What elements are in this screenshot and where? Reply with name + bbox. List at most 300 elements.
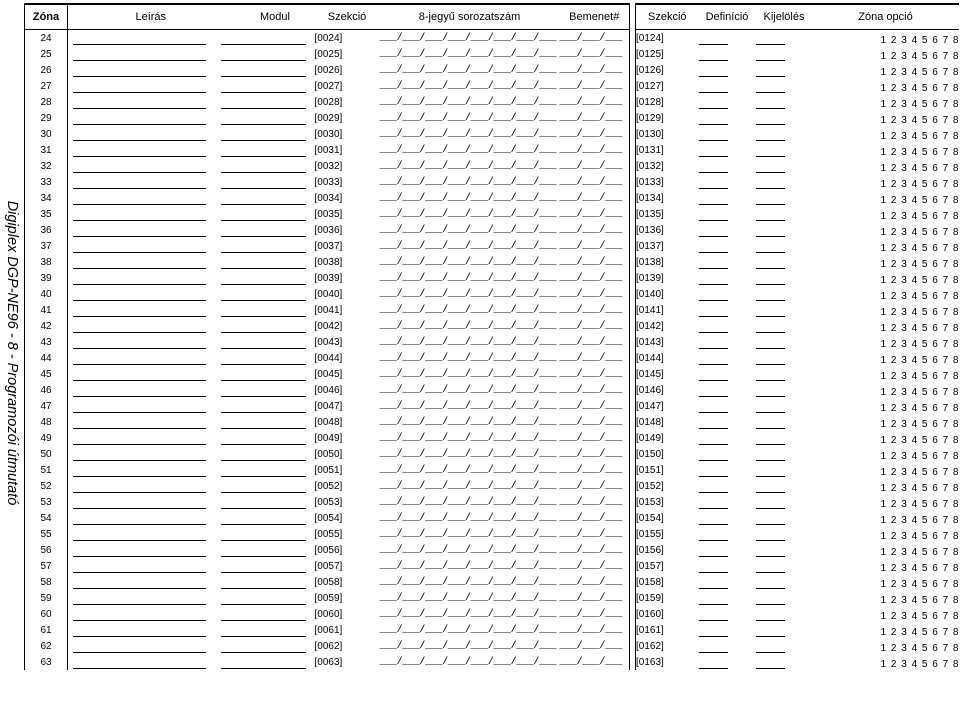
definition-field[interactable]	[699, 414, 756, 430]
zone-number: 30	[25, 126, 68, 142]
serial-number-field[interactable]: ___/___/___/___/___/___/___/___	[379, 368, 557, 380]
assignment-field[interactable]	[756, 222, 813, 238]
serial-number-field[interactable]: ___/___/___/___/___/___/___/___	[379, 112, 557, 124]
serial-number-field[interactable]: ___/___/___/___/___/___/___/___	[379, 336, 557, 348]
description-field[interactable]	[68, 590, 216, 606]
section-code-2: [0163]	[636, 654, 699, 670]
assignment-field[interactable]	[756, 334, 813, 350]
zone-option-numbers[interactable]: 1 2 3 4 5 6 7 8	[880, 339, 959, 350]
module-field[interactable]	[216, 222, 315, 238]
input-number-field[interactable]: ___/___/___	[560, 302, 630, 318]
description-blank-line	[73, 656, 206, 669]
zone-option-numbers[interactable]: 1 2 3 4 5 6 7 8	[880, 195, 959, 206]
zone-option-numbers[interactable]: 1 2 3 4 5 6 7 8	[880, 595, 959, 606]
serial-number-field[interactable]: ___/___/___/___/___/___/___/___	[379, 416, 557, 428]
description-field[interactable]	[68, 110, 216, 126]
assignment-field[interactable]	[756, 622, 813, 638]
input-number-field[interactable]: ___/___/___	[560, 142, 630, 158]
serial-number-field[interactable]: ___/___/___/___/___/___/___/___	[379, 640, 557, 652]
zone-option-numbers[interactable]: 1 2 3 4 5 6 7 8	[880, 467, 959, 478]
assignment-field[interactable]	[756, 302, 813, 318]
assignment-field[interactable]	[756, 126, 813, 142]
description-field[interactable]	[68, 350, 216, 366]
module-field[interactable]	[216, 398, 315, 414]
input-number-field[interactable]: ___/___/___	[560, 286, 630, 302]
definition-field[interactable]	[699, 430, 756, 446]
definition-field[interactable]	[699, 334, 756, 350]
definition-field[interactable]	[699, 638, 756, 654]
zone-option-numbers[interactable]: 1 2 3 4 5 6 7 8	[880, 483, 959, 494]
input-number-field[interactable]: ___/___/___	[560, 606, 630, 622]
input-number-field[interactable]: ___/___/___	[560, 318, 630, 334]
description-blank-line	[73, 336, 206, 349]
serial-number-field[interactable]: ___/___/___/___/___/___/___/___	[379, 496, 557, 508]
serial-number-field[interactable]: ___/___/___/___/___/___/___/___	[379, 512, 557, 524]
input-number-field[interactable]: ___/___/___	[560, 574, 630, 590]
input-number-field[interactable]: ___/___/___	[560, 398, 630, 414]
module-blank-line	[221, 624, 306, 637]
zone-option-numbers[interactable]: 1 2 3 4 5 6 7 8	[880, 323, 959, 334]
serial-number-field[interactable]: ___/___/___/___/___/___/___/___	[379, 96, 557, 108]
definition-field[interactable]	[699, 222, 756, 238]
definition-field[interactable]	[699, 302, 756, 318]
module-field[interactable]	[216, 366, 315, 382]
definition-field[interactable]	[699, 318, 756, 334]
module-field[interactable]	[216, 606, 315, 622]
zone-option-numbers[interactable]: 1 2 3 4 5 6 7 8	[880, 243, 959, 254]
zone-option-numbers[interactable]: 1 2 3 4 5 6 7 8	[880, 259, 959, 270]
module-field[interactable]	[216, 206, 315, 222]
module-field[interactable]	[216, 590, 315, 606]
input-number-field[interactable]: ___/___/___	[560, 62, 630, 78]
module-blank-line	[221, 208, 306, 221]
definition-field[interactable]	[699, 510, 756, 526]
input-number-field[interactable]: ___/___/___	[560, 30, 630, 47]
serial-number-field[interactable]: ___/___/___/___/___/___/___/___	[379, 592, 557, 604]
definition-field[interactable]	[699, 238, 756, 254]
module-field[interactable]	[216, 126, 315, 142]
serial-number-field[interactable]: ___/___/___/___/___/___/___/___	[379, 176, 557, 188]
module-field[interactable]	[216, 382, 315, 398]
module-field[interactable]	[216, 334, 315, 350]
assignment-field[interactable]	[756, 206, 813, 222]
description-field[interactable]	[68, 158, 216, 174]
zone-option-numbers[interactable]: 1 2 3 4 5 6 7 8	[880, 355, 959, 366]
zone-option-numbers[interactable]: 1 2 3 4 5 6 7 8	[880, 451, 959, 462]
module-field[interactable]	[216, 30, 315, 47]
description-field[interactable]	[68, 238, 216, 254]
definition-field[interactable]	[699, 62, 756, 78]
module-field[interactable]	[216, 526, 315, 542]
module-field[interactable]	[216, 542, 315, 558]
module-field[interactable]	[216, 558, 315, 574]
description-field[interactable]	[68, 542, 216, 558]
description-field[interactable]	[68, 574, 216, 590]
module-field[interactable]	[216, 446, 315, 462]
input-number-field[interactable]: ___/___/___	[560, 462, 630, 478]
assignment-field[interactable]	[756, 574, 813, 590]
zone-option-numbers[interactable]: 1 2 3 4 5 6 7 8	[880, 67, 959, 78]
serial-number-field[interactable]: ___/___/___/___/___/___/___/___	[379, 80, 557, 92]
input-number-field[interactable]: ___/___/___	[560, 446, 630, 462]
serial-number-field[interactable]: ___/___/___/___/___/___/___/___	[379, 432, 557, 444]
module-field[interactable]	[216, 510, 315, 526]
zone-option-numbers[interactable]: 1 2 3 4 5 6 7 8	[880, 275, 959, 286]
module-field[interactable]	[216, 414, 315, 430]
section-code: [0056]	[314, 544, 343, 556]
section-code: [0060]	[314, 608, 343, 620]
description-field[interactable]	[68, 286, 216, 302]
assignment-field[interactable]	[756, 398, 813, 414]
assignment-field[interactable]	[756, 46, 813, 62]
description-field[interactable]	[68, 318, 216, 334]
zone-option-numbers[interactable]: 1 2 3 4 5 6 7 8	[880, 419, 959, 430]
serial-number-field[interactable]: ___/___/___/___/___/___/___/___	[379, 560, 557, 572]
zone-option-numbers[interactable]: 1 2 3 4 5 6 7 8	[880, 307, 959, 318]
input-number-field[interactable]: ___/___/___	[560, 542, 630, 558]
assignment-field[interactable]	[756, 238, 813, 254]
module-field[interactable]	[216, 270, 315, 286]
serial-number-field[interactable]: ___/___/___/___/___/___/___/___	[379, 256, 557, 268]
input-number-field[interactable]: ___/___/___	[560, 494, 630, 510]
serial-number-field[interactable]: ___/___/___/___/___/___/___/___	[379, 160, 557, 172]
assignment-field[interactable]	[756, 110, 813, 126]
serial-number-field[interactable]: ___/___/___/___/___/___/___/___	[379, 528, 557, 540]
definition-field[interactable]	[699, 366, 756, 382]
input-number-field[interactable]: ___/___/___	[560, 94, 630, 110]
definition-field[interactable]	[699, 462, 756, 478]
serial-number-field[interactable]: ___/___/___/___/___/___/___/___	[379, 544, 557, 556]
assignment-field[interactable]	[756, 558, 813, 574]
definition-field[interactable]	[699, 78, 756, 94]
description-field[interactable]	[68, 334, 216, 350]
zone-option-numbers[interactable]: 1 2 3 4 5 6 7 8	[880, 83, 959, 94]
module-field[interactable]	[216, 62, 315, 78]
module-field[interactable]	[216, 302, 315, 318]
serial-number-field[interactable]: ___/___/___/___/___/___/___/___	[379, 576, 557, 588]
serial-number-field[interactable]: ___/___/___/___/___/___/___/___	[379, 656, 557, 668]
input-number-field[interactable]: ___/___/___	[560, 350, 630, 366]
zone-option-numbers[interactable]: 1 2 3 4 5 6 7 8	[880, 643, 959, 654]
zone-number: 53	[25, 494, 68, 510]
zone-option-numbers[interactable]: 1 2 3 4 5 6 7 8	[880, 147, 959, 158]
assignment-field[interactable]	[756, 590, 813, 606]
description-field[interactable]	[68, 606, 216, 622]
description-field[interactable]	[68, 494, 216, 510]
definition-field[interactable]	[699, 574, 756, 590]
definition-field[interactable]	[699, 254, 756, 270]
module-field[interactable]	[216, 238, 315, 254]
description-field[interactable]	[68, 302, 216, 318]
module-field[interactable]	[216, 622, 315, 638]
definition-field[interactable]	[699, 558, 756, 574]
input-number-field[interactable]: ___/___/___	[560, 430, 630, 446]
zone-option-numbers[interactable]: 1 2 3 4 5 6 7 8	[880, 291, 959, 302]
definition-field[interactable]	[699, 174, 756, 190]
module-field[interactable]	[216, 350, 315, 366]
module-field[interactable]	[216, 574, 315, 590]
zone-option-numbers[interactable]: 1 2 3 4 5 6 7 8	[880, 531, 959, 542]
description-field[interactable]	[68, 142, 216, 158]
zone-option-numbers[interactable]: 1 2 3 4 5 6 7 8	[880, 563, 959, 574]
assignment-field[interactable]	[756, 270, 813, 286]
assignment-field[interactable]	[756, 286, 813, 302]
zone-option-numbers[interactable]: 1 2 3 4 5 6 7 8	[880, 387, 959, 398]
description-field[interactable]	[68, 622, 216, 638]
zone-option-numbers[interactable]: 1 2 3 4 5 6 7 8	[880, 435, 959, 446]
input-number-field[interactable]: ___/___/___	[560, 46, 630, 62]
assignment-field[interactable]	[756, 318, 813, 334]
zone-option-numbers[interactable]: 1 2 3 4 5 6 7 8	[880, 547, 959, 558]
module-field[interactable]	[216, 462, 315, 478]
input-number-field[interactable]: ___/___/___	[560, 558, 630, 574]
definition-field[interactable]	[699, 446, 756, 462]
assignment-blank-line	[756, 528, 785, 541]
description-field[interactable]	[68, 478, 216, 494]
description-field[interactable]	[68, 94, 216, 110]
definition-field[interactable]	[699, 206, 756, 222]
serial-number-field[interactable]: ___/___/___/___/___/___/___/___	[379, 64, 557, 76]
input-number-field[interactable]: ___/___/___	[560, 622, 630, 638]
module-field[interactable]	[216, 142, 315, 158]
module-field[interactable]	[216, 190, 315, 206]
input-number-field[interactable]: ___/___/___	[560, 638, 630, 654]
input-number-field[interactable]: ___/___/___	[560, 158, 630, 174]
definition-field[interactable]	[699, 542, 756, 558]
module-field[interactable]	[216, 94, 315, 110]
module-field[interactable]	[216, 158, 315, 174]
module-field[interactable]	[216, 318, 315, 334]
assignment-field[interactable]	[756, 174, 813, 190]
serial-number-field[interactable]: ___/___/___/___/___/___/___/___	[379, 480, 557, 492]
serial-number-field[interactable]: ___/___/___/___/___/___/___/___	[379, 240, 557, 252]
zone-option-numbers[interactable]: 1 2 3 4 5 6 7 8	[880, 179, 959, 190]
definition-field[interactable]	[699, 382, 756, 398]
section-code: [0061]	[314, 624, 343, 636]
zone-option-numbers[interactable]: 1 2 3 4 5 6 7 8	[880, 499, 959, 510]
input-number-field[interactable]: ___/___/___	[560, 654, 630, 670]
description-field[interactable]	[68, 174, 216, 190]
serial-number-field[interactable]: ___/___/___/___/___/___/___/___	[379, 304, 557, 316]
description-field[interactable]	[68, 430, 216, 446]
serial-number-field[interactable]: ___/___/___/___/___/___/___/___	[379, 208, 557, 220]
input-number-field[interactable]: ___/___/___	[560, 382, 630, 398]
assignment-field[interactable]	[756, 190, 813, 206]
module-field[interactable]	[216, 286, 315, 302]
input-number-field[interactable]: ___/___/___	[560, 254, 630, 270]
definition-field[interactable]	[699, 606, 756, 622]
zone-option-numbers[interactable]: 1 2 3 4 5 6 7 8	[880, 371, 959, 382]
definition-field[interactable]	[699, 622, 756, 638]
module-field[interactable]	[216, 46, 315, 62]
definition-field[interactable]	[699, 142, 756, 158]
assignment-field[interactable]	[756, 494, 813, 510]
assignment-field[interactable]	[756, 654, 813, 670]
definition-field[interactable]	[699, 126, 756, 142]
description-field[interactable]	[68, 638, 216, 654]
zone-option-numbers[interactable]: 1 2 3 4 5 6 7 8	[880, 403, 959, 414]
assignment-field[interactable]	[756, 462, 813, 478]
assignment-field[interactable]	[756, 62, 813, 78]
definition-field[interactable]	[699, 94, 756, 110]
section-code: [0024]	[314, 32, 343, 44]
serial-number-field[interactable]: ___/___/___/___/___/___/___/___	[379, 624, 557, 636]
description-field[interactable]	[68, 254, 216, 270]
description-field[interactable]	[68, 270, 216, 286]
serial-number-field[interactable]: ___/___/___/___/___/___/___/___	[379, 400, 557, 412]
serial-number-field[interactable]: ___/___/___/___/___/___/___/___	[379, 384, 557, 396]
description-field[interactable]	[68, 46, 216, 62]
definition-blank-line	[699, 160, 728, 173]
description-field[interactable]	[68, 510, 216, 526]
assignment-field[interactable]	[756, 158, 813, 174]
serial-number-field[interactable]: ___/___/___/___/___/___/___/___	[379, 192, 557, 204]
serial-number-field[interactable]: ___/___/___/___/___/___/___/___	[379, 320, 557, 332]
definition-field[interactable]	[699, 494, 756, 510]
input-number-field[interactable]: ___/___/___	[560, 414, 630, 430]
serial-number-field[interactable]: ___/___/___/___/___/___/___/___	[379, 224, 557, 236]
description-field[interactable]	[68, 366, 216, 382]
description-field[interactable]	[68, 62, 216, 78]
zone-option-numbers[interactable]: 1 2 3 4 5 6 7 8	[880, 611, 959, 622]
description-field[interactable]	[68, 382, 216, 398]
input-number-field[interactable]: ___/___/___	[560, 270, 630, 286]
assignment-field[interactable]	[756, 414, 813, 430]
module-field[interactable]	[216, 110, 315, 126]
table-row	[25, 190, 959, 206]
serial-number-field[interactable]: ___/___/___/___/___/___/___/___	[379, 448, 557, 460]
module-field[interactable]	[216, 638, 315, 654]
definition-field[interactable]	[699, 110, 756, 126]
zone-option-numbers[interactable]: 1 2 3 4 5 6 7 8	[880, 115, 959, 126]
input-number-field[interactable]: ___/___/___	[560, 190, 630, 206]
input-number-field[interactable]: ___/___/___	[560, 590, 630, 606]
assignment-field[interactable]	[756, 94, 813, 110]
zone-option-numbers[interactable]: 1 2 3 4 5 6 7 8	[880, 227, 959, 238]
zone-option-numbers[interactable]: 1 2 3 4 5 6 7 8	[880, 627, 959, 638]
input-number-field[interactable]: ___/___/___	[560, 334, 630, 350]
module-field[interactable]	[216, 254, 315, 270]
definition-field[interactable]	[699, 158, 756, 174]
description-field[interactable]	[68, 222, 216, 238]
input-number-field[interactable]: ___/___/___	[560, 222, 630, 238]
module-field[interactable]	[216, 78, 315, 94]
description-field[interactable]	[68, 414, 216, 430]
assignment-field[interactable]	[756, 350, 813, 366]
definition-field[interactable]	[699, 350, 756, 366]
description-field[interactable]	[68, 78, 216, 94]
module-field[interactable]	[216, 174, 315, 190]
zone-option-numbers[interactable]: 1 2 3 4 5 6 7 8	[880, 515, 959, 526]
assignment-field[interactable]	[756, 606, 813, 622]
description-field[interactable]	[68, 526, 216, 542]
assignment-field[interactable]	[756, 366, 813, 382]
input-number-field[interactable]: ___/___/___	[560, 366, 630, 382]
assignment-blank-line	[756, 112, 785, 125]
description-field[interactable]	[68, 30, 216, 47]
definition-field[interactable]	[699, 398, 756, 414]
input-number-field[interactable]: ___/___/___	[560, 478, 630, 494]
input-number-field[interactable]: ___/___/___	[560, 174, 630, 190]
assignment-field[interactable]	[756, 542, 813, 558]
description-field[interactable]	[68, 654, 216, 670]
module-field[interactable]	[216, 430, 315, 446]
assignment-field[interactable]	[756, 382, 813, 398]
assignment-field[interactable]	[756, 638, 813, 654]
serial-number-field[interactable]: ___/___/___/___/___/___/___/___	[379, 464, 557, 476]
assignment-field[interactable]	[756, 526, 813, 542]
description-field[interactable]	[68, 446, 216, 462]
description-field[interactable]	[68, 398, 216, 414]
zone-option-numbers[interactable]: 1 2 3 4 5 6 7 8	[880, 163, 959, 174]
serial-number-field[interactable]: ___/___/___/___/___/___/___/___	[379, 272, 557, 284]
definition-field[interactable]	[699, 30, 756, 47]
assignment-field[interactable]	[756, 142, 813, 158]
serial-number-field[interactable]: ___/___/___/___/___/___/___/___	[379, 128, 557, 140]
description-field[interactable]	[68, 558, 216, 574]
serial-number-field[interactable]: ___/___/___/___/___/___/___/___	[379, 288, 557, 300]
assignment-field[interactable]	[756, 430, 813, 446]
input-number-field[interactable]: ___/___/___	[560, 110, 630, 126]
section-code: [0063]	[314, 656, 343, 668]
description-field[interactable]	[68, 206, 216, 222]
module-field[interactable]	[216, 478, 315, 494]
zone-option-numbers[interactable]: 1 2 3 4 5 6 7 8	[880, 35, 959, 46]
description-field[interactable]	[68, 126, 216, 142]
zone-option-numbers[interactable]: 1 2 3 4 5 6 7 8	[880, 131, 959, 142]
definition-field[interactable]	[699, 190, 756, 206]
module-field[interactable]	[216, 494, 315, 510]
assignment-blank-line	[756, 144, 785, 157]
zone-option-numbers[interactable]: 1 2 3 4 5 6 7 8	[880, 659, 959, 670]
serial-number-field[interactable]: ___/___/___/___/___/___/___/___	[379, 32, 557, 44]
assignment-field[interactable]	[756, 254, 813, 270]
module-field[interactable]	[216, 654, 315, 670]
definition-field[interactable]	[699, 654, 756, 670]
definition-field[interactable]	[699, 526, 756, 542]
description-field[interactable]	[68, 462, 216, 478]
input-number-field[interactable]: ___/___/___	[560, 78, 630, 94]
definition-field[interactable]	[699, 478, 756, 494]
definition-field[interactable]	[699, 270, 756, 286]
definition-field[interactable]	[699, 286, 756, 302]
assignment-field[interactable]	[756, 478, 813, 494]
description-field[interactable]	[68, 190, 216, 206]
assignment-field[interactable]	[756, 446, 813, 462]
input-number-field[interactable]: ___/___/___	[560, 526, 630, 542]
module-blank-line	[221, 128, 306, 141]
input-number-field[interactable]: ___/___/___	[560, 510, 630, 526]
zone-option-numbers[interactable]: 1 2 3 4 5 6 7 8	[880, 51, 959, 62]
assignment-field[interactable]	[756, 30, 813, 47]
input-number-field[interactable]: ___/___/___	[560, 238, 630, 254]
serial-number-field[interactable]: ___/___/___/___/___/___/___/___	[379, 352, 557, 364]
assignment-field[interactable]	[756, 510, 813, 526]
definition-field[interactable]	[699, 590, 756, 606]
serial-number-field[interactable]: ___/___/___/___/___/___/___/___	[379, 48, 557, 60]
section-code: [0037]	[314, 240, 343, 252]
zone-option-numbers[interactable]: 1 2 3 4 5 6 7 8	[880, 99, 959, 110]
input-number-field[interactable]: ___/___/___	[560, 206, 630, 222]
assignment-field[interactable]	[756, 78, 813, 94]
serial-number-field[interactable]: ___/___/___/___/___/___/___/___	[379, 144, 557, 156]
definition-field[interactable]	[699, 46, 756, 62]
zone-option-numbers[interactable]: 1 2 3 4 5 6 7 8	[880, 579, 959, 590]
serial-number-field[interactable]: ___/___/___/___/___/___/___/___	[379, 608, 557, 620]
zone-option-numbers[interactable]: 1 2 3 4 5 6 7 8	[880, 211, 959, 222]
module-blank-line	[221, 368, 306, 381]
input-number-field[interactable]: ___/___/___	[560, 126, 630, 142]
